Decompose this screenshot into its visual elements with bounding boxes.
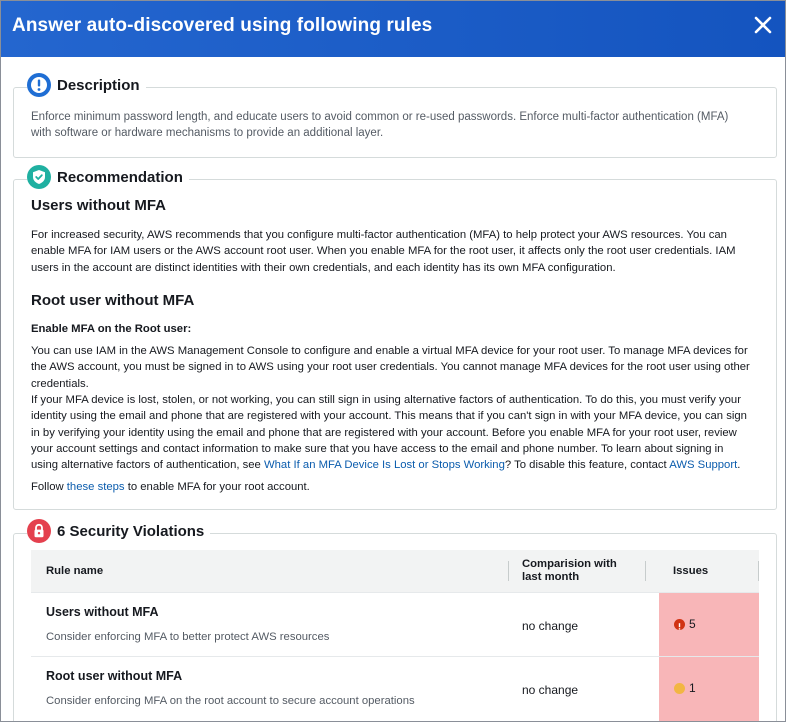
description-heading: Description [57,76,140,94]
dialog-body [1,57,786,722]
error-circle-icon [674,619,685,630]
root-user-without-mfa-heading: Root user without MFA [31,292,195,309]
root-user-text-1: You can use IAM in the AWS Management Console to configure and enable a virtual MFA device for your root user. To manage MFA devices for the AWS account, you must be signed in to AWS using your root user credentials. You cannot manage MFA devices for the root user using other credentials. [31,345,750,390]
issues-count: 1 [689,681,696,695]
rule-comparison: no change [522,683,579,697]
issues-cell [659,657,759,721]
rule-comparison: no change [522,619,579,633]
issues-count: 5 [689,617,696,631]
follow-post: to enable MFA for your root account. [124,481,310,493]
shield-check-icon [27,165,51,189]
description-text: Enforce minimum password length, and educate users to avoid common or re-used passwords. Enforce multi-factor authentication (MFA) with software or hardware mechanisms to provide an additional layer. [31,111,729,139]
column-divider [758,561,759,581]
lock-icon [27,519,51,543]
enable-mfa-root-subheading: Enable MFA on the Root user: [31,323,192,335]
recommendation-header [27,165,189,189]
column-divider [508,561,509,581]
these-steps-link[interactable]: these steps [66,481,125,493]
column-comparison-line2: last month [522,571,580,583]
issues-cell [659,593,759,657]
aws-support-link[interactable]: AWS Support [669,459,738,472]
column-divider [645,561,646,581]
table-row[interactable] [31,656,759,720]
mfa-lost-link[interactable]: What If an MFA Device Is Lost or Stops Working [263,459,505,472]
violations-heading: 6 Security Violations [57,522,205,540]
rule-name: Root user without MFA [46,669,183,683]
dialog-header [1,1,786,57]
description-header [27,73,146,97]
column-rule-name[interactable]: Rule name [46,565,104,577]
root-user-text-2 [31,392,751,473]
column-issues[interactable]: Issues [673,565,709,577]
column-comparison-line1: Comparision with [522,558,617,570]
exclamation-circle-icon [27,73,51,97]
recommendation-heading: Recommendation [57,168,183,186]
follow-steps-text [31,479,751,495]
close-button[interactable] [751,13,775,37]
close-icon [751,13,775,37]
warning-circle-icon [674,683,685,694]
dialog-title: Answer auto-discovered using following rules [12,15,433,36]
violations-header [27,519,210,543]
rule-description: Consider enforcing MFA on the root account to secure account operations [46,695,415,707]
column-comparison[interactable] [522,558,617,584]
table-header [31,550,759,592]
rule-description: Consider enforcing MFA to better protect AWS resources [46,631,330,643]
root-user-text-2-end: . [737,459,741,472]
rule-name: Users without MFA [46,605,159,619]
users-without-mfa-text: For increased security, AWS recommends that you configure multi-factor authentication (MFA) to help protect your AWS resources. You can enable MFA for IAM users or the AWS account root user. When you enable MFA for the root user, it affects only the root user credentials. IAM users in the account are distinct identities with their own credentials, and each identity has its own MFA configuration. [31,229,736,274]
users-without-mfa-heading: Users without MFA [31,197,167,214]
table-row[interactable] [31,592,759,656]
root-user-text-2-mid: ? To disable this feature, contact [504,459,670,472]
follow-pre: Follow [31,481,67,493]
root-user-text-2-pre: If your MFA device is lost, stolen, or not working, you can still sign in using alternative factors of authentication. To do this, you must verify your identity using the email and phone that are registered with your account. This means that if you can't sign in with your MFA device, you can sign in by verifying your identity using the email and phone that are registered with your account. Before you enable MFA for your root user, review your account settings and contact information to make sure that you have access to the email and phone number. To learn about signing in using alternative factors of authentication, see [31,394,747,472]
